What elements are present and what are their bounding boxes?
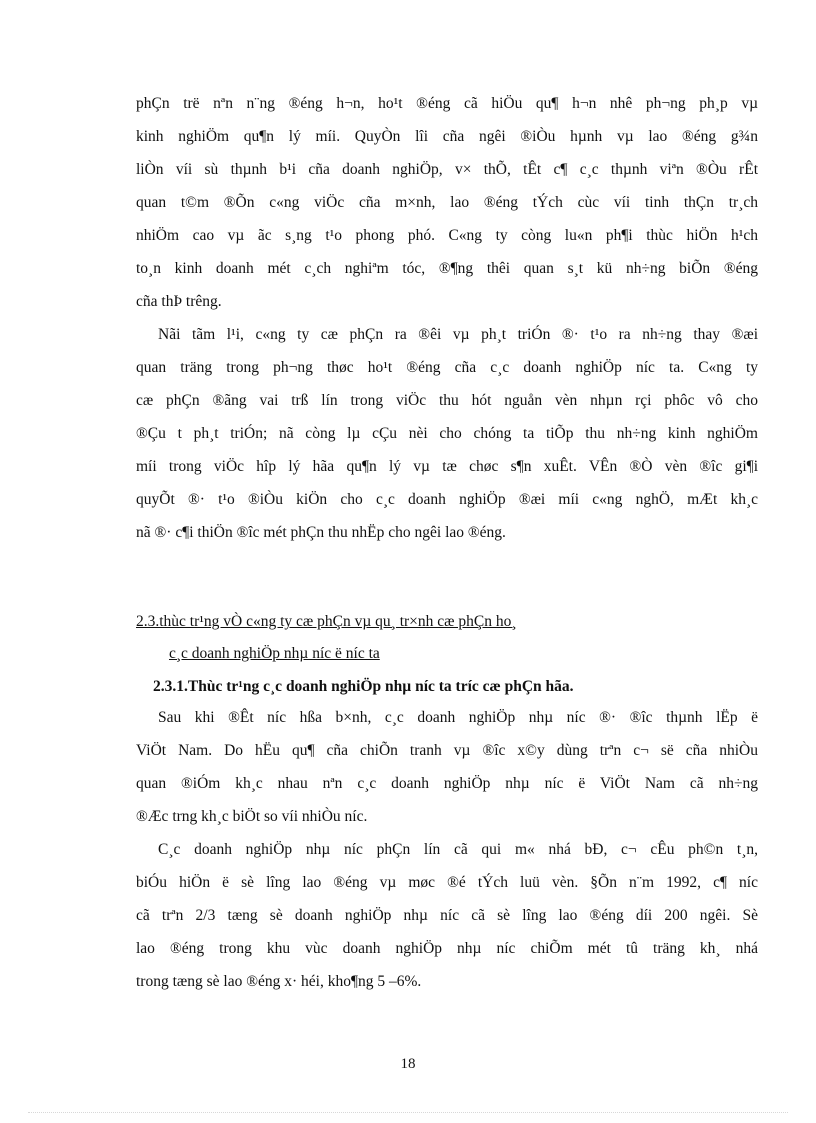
text-line: quan ®iÓm kh¸c nhau nªn c¸c doanh nghiÖp nhµ níc ë ViÖt Nam cã nh÷ng [136,775,758,792]
text-line: phÇn trë nªn n¨ng ®éng h¬n, ho¹t ®éng cã hiÖu qu¶ h¬n nhê ph¬ng ph¸p vµ [136,95,758,112]
text-line: ®Æc trng kh¸c biÖt so víi nhiÒu níc. [136,808,368,825]
text-line: trong tæng sè lao ®éng x· héi, kho¶ng 5 –6%. [136,973,422,990]
text-line: cã trªn 2/3 tæng sè doanh nghiÖp nhµ níc cã sè lîng lao ®éng díi 200 ngêi. Sè [136,907,758,924]
section-heading-line: 2.3.thùc tr¹ng vÒ c«ng ty cæ phÇn vµ qu¸ tr×nh cæ phÇn ho¸ [136,613,517,630]
text-line: cña thÞ trêng. [136,293,222,310]
text-line: lao ®éng trong khu vùc doanh nghiÖp nhµ níc chiÕm mét tû träng kh¸ nhá [136,940,758,957]
subsection-heading-text: 2.3.1.Thùc tr¹ng c¸c doanh nghiÖp nhµ níc ta tríc cæ phÇn hãa. [153,678,574,695]
text-line: liÒn víi sù thµnh b¹i cña doanh nghiÖp, v× thÕ, tÊt c¶ c¸c thµnh viªn ®Òu rÊt [136,161,758,178]
text-line: kinh nghiÖm qu¶n lý míi. QuyÒn lîi cña ngêi ®iÒu hµnh vµ lao ®éng g¾n [136,128,758,145]
text-line: quyÕt ®· t¹o ®iÒu kiÖn cho c¸c doanh nghiÖp ®æi míi c«ng nghÖ, mÆt kh¸c [136,491,758,508]
text-line: quan träng trong ph¬ng thøc ho¹t ®éng cña c¸c doanh nghiÖp níc ta. C«ng ty [136,359,758,376]
text-line: míi trong viÖc hîp lý hãa qu¶n lý vµ tæ chøc s¶n xuÊt. VÊn ®Ò vèn ®îc gi¶i [136,458,758,475]
section-heading-line: c¸c doanh nghiÖp nhµ níc ë níc ta [169,645,380,662]
page-bottom-border [28,1112,788,1113]
text-line: biÓu hiÖn ë sè lîng lao ®éng vµ møc ®é tÝch luü vèn. §Õn n¨m 1992, c¶ níc [136,874,758,891]
text-line: ®Çu t ph¸t triÓn; nã còng lµ cÇu nèi cho chóng ta tiÕp thu nh÷ng kinh nghiÖm [136,425,758,442]
text-line: Sau khi ®Êt níc hßa b×nh, c¸c doanh nghiÖp nhµ níc ®· ®îc thµnh lËp ë [158,709,758,726]
text-line: quan t©m ®Õn c«ng viÖc cña m×nh, lao ®éng tÝch cùc víi tinh thÇn tr¸ch [136,194,758,211]
text-line: ViÖt Nam. Do hËu qu¶ cña chiÕn tranh vµ ®îc x©y dùng trªn c¬ së cña nhiÒu [136,742,758,759]
text-line: C¸c doanh nghiÖp nhµ níc phÇn lín cã qui m« nhá bÐ, c¬ cÊu ph©n t¸n, [158,841,758,858]
text-line: cæ phÇn ®ãng vai trß lín trong viÖc thu hót nguån vèn nhµn rçi phôc vô cho [136,392,758,409]
text-line: to¸n kinh doanh mét c¸ch nghiªm tóc, ®¶ng thêi quan s¸t kü nh÷ng biÕn ®éng [136,260,758,277]
text-line: nhiÖm cao vµ ãc s¸ng t¹o phong phó. C«ng ty còng lu«n ph¶i thùc hiÖn h¹ch [136,227,758,244]
page-number: 18 [400,1056,416,1072]
text-line: nã ®· c¶i thiÖn ®îc mét phÇn thu nhËp cho ngêi lao ®éng. [136,524,506,541]
text-line: Nãi tãm l¹i, c«ng ty cæ phÇn ra ®êi vµ ph¸t triÓn ®· t¹o ra nh÷ng thay ®æi [158,326,758,343]
